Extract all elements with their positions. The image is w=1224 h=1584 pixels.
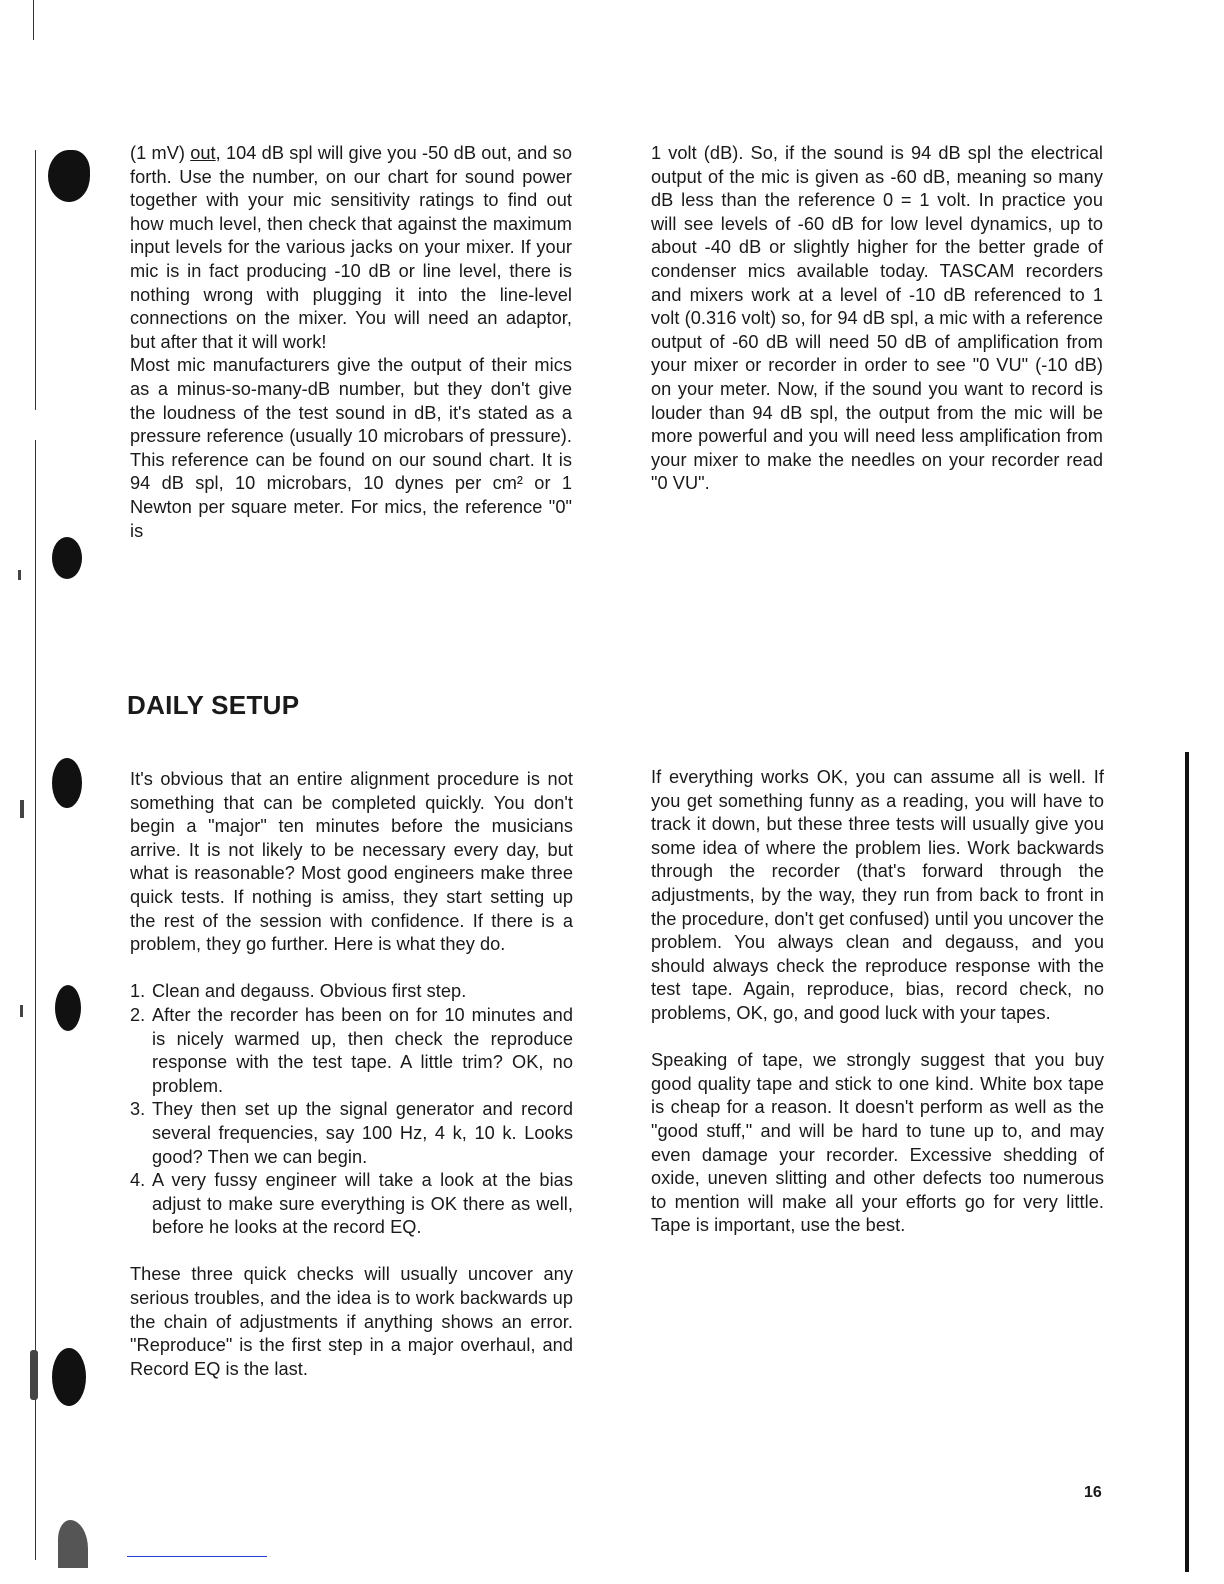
binder-hole — [52, 1348, 86, 1406]
bottom-right-column — [651, 766, 1104, 1238]
bottom-left-column — [130, 768, 573, 1381]
section-heading: DAILY SETUP — [127, 690, 300, 720]
intro-paragraph: It's obvious that an entire alignment procedure is not something that can be completed quickly. You don't begin a "major" ten minutes before the musicians arrive. It is not likely to be necessary every day, but what is reasonable? Most good engineers make three quick tests. If nothing is amiss, they start setting up the rest of the session with confidence. If there is a problem, they go further. Here is what they do. — [130, 769, 573, 955]
binder-hole — [55, 985, 81, 1031]
underlined-word: out — [190, 143, 216, 163]
closing-paragraph: These three quick checks will usually uncover any serious troubles, and the idea is to work backwards up the chain of adjustments if anything shows an error. "Reproduce" is the first step in a major overhaul, and Record EQ is the last. — [130, 1264, 573, 1379]
left-edge-line — [35, 150, 36, 410]
paragraph: Most mic manufacturers give the output of their mics as a minus-so-many-dB number, but they don't give the loudness of the test sound in dB, it's stated as a pressure reference (usually 10 microbars of pressure). This reference can be found on our sound chart. It is 94 dB spl, 10 microbars, 10 dynes per cm² or 1 Newton per square meter. For mics, the reference "0" is — [130, 355, 572, 541]
scan-speck — [20, 1005, 23, 1017]
binder-hole — [48, 150, 90, 202]
list-item: 2. After the recorder has been on for 10 minutes and is nicely warmed up, then check the reproduce response with the test tape. A little trim? OK, no problem. — [130, 1004, 573, 1096]
page-number: 16 — [1084, 1484, 1102, 1501]
list-item: 3. They then set up the signal generator and record several frequencies, say 100 Hz, 4 k, 10 k. Looks good? Then we can begin. — [130, 1099, 573, 1167]
binder-hole — [52, 758, 82, 808]
top-right-column — [651, 142, 1103, 496]
left-edge-line — [33, 0, 34, 40]
steps-list — [130, 980, 573, 1240]
scan-speck — [18, 570, 21, 580]
bottom-rule — [127, 1556, 267, 1557]
paragraph: Speaking of tape, we strongly suggest that you buy good quality tape and stick to one kind. White box tape is cheap for a reason. It doesn't perform as well as the "good stuff," and will be hard to tune up to, and may even damage your recorder. Excessive shedding of oxide, uneven slitting and other defects too numerous to mention will make all your efforts go for very little. Tape is important, use the best. — [651, 1050, 1104, 1236]
paragraph: 1 volt (dB). So, if the sound is 94 dB spl the electrical output of the mic is given as -60 dB, meaning so many dB less than the reference 0 = 1 volt. In practice you will see levels of -60 dB for low level dynamics, up to about -40 dB or slightly higher for the better grade of condenser mics available today. TASCAM recorders and mixers work at a level of -10 dB referenced to 1 volt (0.316 volt) so, for 94 dB spl, a mic with a reference output of -60 dB will need 50 dB of amplification from your mixer or recorder in order to see "0 VU" (-10 dB) on your meter. Now, if the sound you want to record is louder than 94 dB spl, the output from the mic will be more powerful and you will need less amplification from your mixer to make the needles on your recorder read "0 VU". — [651, 143, 1103, 494]
scan-speck — [20, 800, 24, 818]
right-edge-bar — [1185, 752, 1189, 1572]
scan-speck — [30, 1350, 38, 1400]
top-left-column — [130, 142, 572, 543]
paragraph: If everything works OK, you can assume all is well. If you get something funny as a reading, you will have to track it down, but these three tests will usually give you some idea of where the problem lies. Work backwards through the recorder (that's forward through the adjustments, by the way, they run from back to front in the procedure, don't get confused) until you uncover the problem. You always clean and degauss, and you should always check the reproduce response with the test tape. Again, reproduce, bias, record check, no problems, OK, go, and good luck with your tapes. — [651, 767, 1104, 1023]
binder-hole — [52, 537, 82, 579]
list-item: 1. Clean and degauss. Obvious first step. — [130, 981, 467, 1002]
scan-speck — [58, 1520, 88, 1568]
list-item: 4. A very fussy engineer will take a look at the bias adjust to make sure everything is OK there as well, before he looks at the record EQ. — [130, 1170, 573, 1238]
paragraph: (1 mV) out, 104 dB spl will give you -50 dB out, and so forth. Use the number, on our chart for sound power together with your mic sensitivity ratings to find out how much level, then check that against the maximum input levels for the various jacks on your mixer. If your mic is in fact producing -10 dB or line level, there is nothing wrong with plugging it into the line-level connections on the mixer. You will need an adaptor, but after that it will work! — [130, 143, 572, 352]
